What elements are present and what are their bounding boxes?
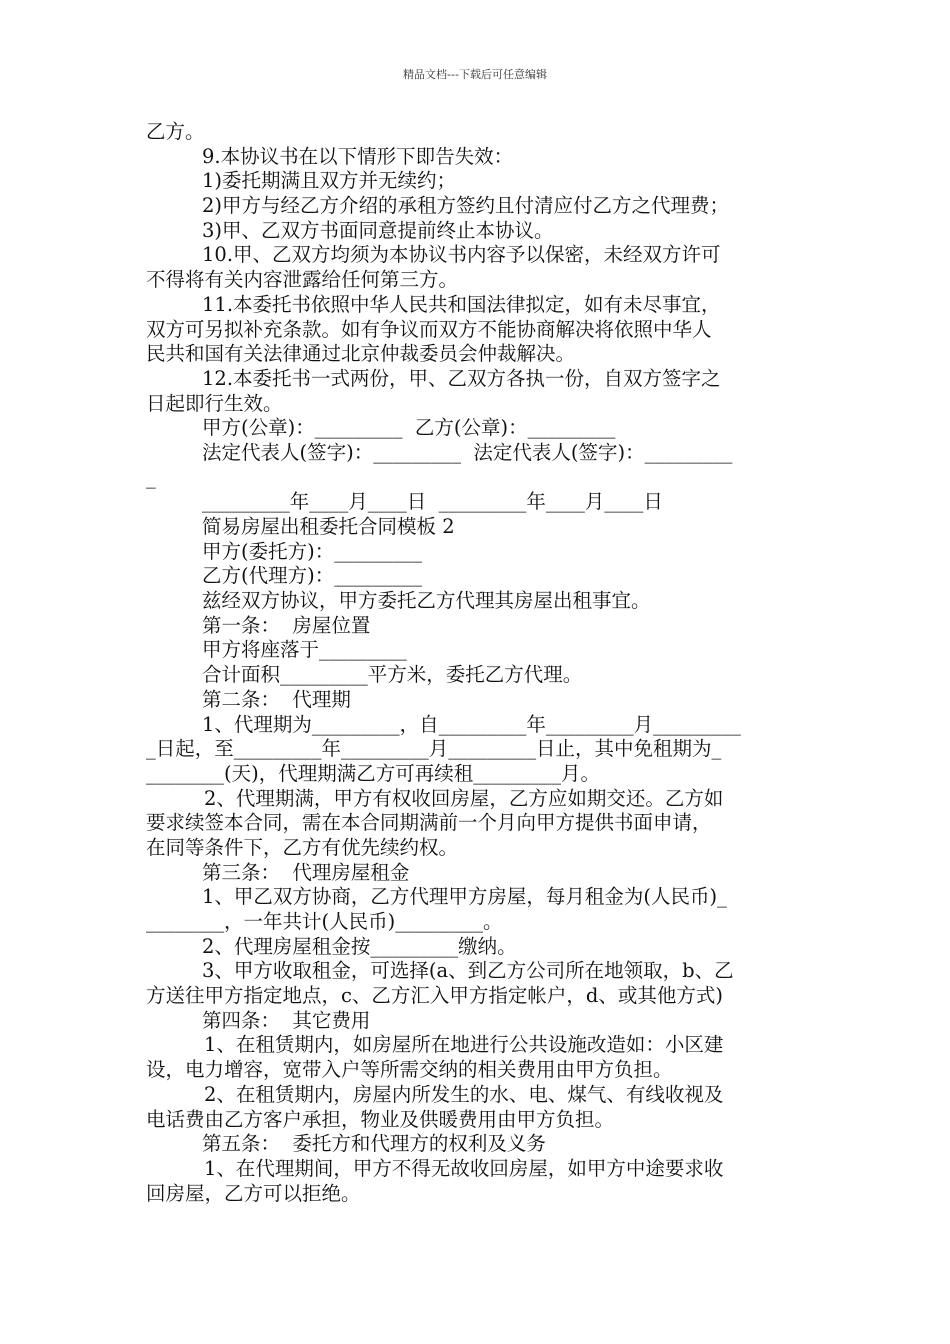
text-line: 合计面积_________平方米，委托乙方代理。 — [202, 663, 583, 687]
text-line: 2)甲方与经乙方介绍的承租方签约且付清应付乙方之代理费； — [202, 194, 730, 218]
text-line: 3、甲方收取租金，可选择(a、到乙方公司所在地领取，b、乙 — [202, 959, 734, 983]
text-line: 回房屋，乙方可以拒绝。 — [146, 1181, 361, 1205]
text-line: 10.甲、乙双方均须为本协议书内容予以保密，未经双方许可 — [202, 243, 721, 267]
text-line: 日起即行生效。 — [146, 391, 283, 415]
text-line: 3)甲、乙双方书面同意提前终止本协议。 — [202, 218, 554, 242]
text-line: 甲方将座落于_________ — [202, 638, 407, 662]
document-body — [146, 120, 812, 1206]
text-line: _ — [146, 465, 156, 489]
text-line: 1)委托期满且双方并无续约； — [202, 169, 457, 193]
text-line: 设，电力增容，宽带入户等所需交纳的相关费用由甲方负担。 — [146, 1058, 673, 1082]
text-line: 民共和国有关法律通过北京仲裁委员会仲裁解决。 — [146, 342, 576, 366]
text-line: 要求续签本合同，需在本合同期满前一个月向甲方提供书面申请， — [146, 811, 712, 835]
text-line: ________，一年共计(人民币)_________。 — [146, 910, 503, 933]
text-line: 甲方(委托方)：_________ — [202, 539, 422, 563]
text-line: _________年____月____日 _________年____月____日 — [202, 490, 663, 514]
text-line: 在同等条件下，乙方有优先续约权。 — [146, 835, 459, 859]
text-line: ________(天)，代理期满乙方可再续租_________月。 — [146, 761, 600, 785]
text-line: 电话费由乙方客户承担，物业及供暖费用由甲方负担。 — [146, 1107, 615, 1131]
text-line: 1、甲乙双方协商，乙方代理甲方房屋，每月租金为(人民币)_ — [202, 885, 727, 909]
text-line: 2、在租赁期内，房屋内所发生的水、电、煤气、有线收视及 — [204, 1082, 724, 1106]
text-line: 简易房屋出租委托合同模板 2 — [202, 515, 455, 538]
text-line: 1、在租赁期内，如房屋所在地进行公共设施改造如：小区建 — [204, 1033, 724, 1057]
text-line: 1、在代理期间，甲方不得无故收回房屋，如甲方中途要求收 — [204, 1156, 724, 1180]
text-line: 甲方(公章)：_________ 乙方(公章)：_________ — [202, 416, 616, 440]
text-line: 第二条： 代理期 — [202, 687, 351, 711]
text-line: _日起，至_________年_________月_________日止，其中免租期为_ — [146, 737, 722, 761]
text-line: 9.本协议书在以下情形下即告失效： — [202, 144, 514, 168]
page-header: 精品文档---下载后可任意编辑 — [403, 68, 547, 81]
text-line: 第四条： 其它费用 — [202, 1008, 371, 1032]
text-line: 第一条： 房屋位置 — [202, 613, 371, 637]
text-line: 2、代理房屋租金按_________缴纳。 — [202, 934, 517, 958]
text-line: 第三条： 代理房屋租金 — [202, 860, 410, 884]
text-line: 12.本委托书一式两份，甲、乙双方各执一份，自双方签字之 — [202, 366, 721, 390]
text-line: 1、代理期为_________，自_________年_________月_________ — [202, 712, 741, 736]
text-line: 方送往甲方指定地点，c、乙方汇入甲方指定帐户，d、或其他方式) — [146, 984, 724, 1008]
text-line: 兹经双方协议，甲方委托乙方代理其房屋出租事宜。 — [202, 589, 651, 613]
text-line: 11.本委托书依照中华人民共和国法律拟定，如有未尽事宜， — [202, 292, 721, 316]
text-line: 不得将有关内容泄露给任何第三方。 — [146, 268, 459, 292]
text-line: 乙方。 — [146, 120, 205, 143]
text-line: 双方可另拟补充条款。如有争议而双方不能协商解决将依照中华人 — [146, 317, 712, 341]
text-line: 2、代理期满，甲方有权收回房屋，乙方应如期交还。乙方如 — [204, 786, 724, 810]
text-line: 第五条： 委托方和代理方的权利及义务 — [202, 1132, 546, 1156]
text-line: 乙方(代理方)：_________ — [202, 564, 422, 588]
text-line: 法定代表人(签字)：_________ 法定代表人(签字)：_________ — [202, 440, 733, 464]
